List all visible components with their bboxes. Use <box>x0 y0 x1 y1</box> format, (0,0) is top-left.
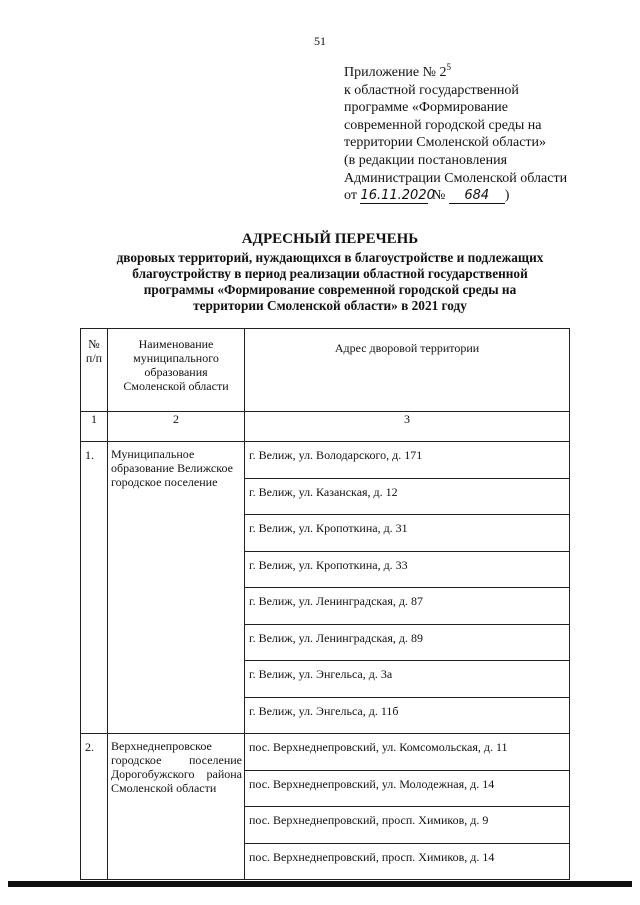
address-cell: г. Велиж, ул. Ленинградская, д. 89 <box>245 624 570 661</box>
appendix-line-7: Администрации Смоленской области <box>344 170 568 186</box>
appendix-line-2: к областной государственной <box>344 82 519 98</box>
table-row <box>81 442 570 479</box>
handwritten-number: 684 <box>449 189 505 204</box>
municipality-name: Муниципальное образование Велижское городское поселение <box>108 442 245 734</box>
header-number-line-2: п/п <box>85 351 103 365</box>
appendix-line-5: территории Смоленской области» <box>344 135 547 151</box>
index-cell-1: 1 <box>81 412 108 442</box>
document-title <box>70 230 590 314</box>
address-cell: г. Велиж, ул. Кропоткина, д. 33 <box>245 551 570 588</box>
header-municipality <box>108 329 245 412</box>
row-number: 2. <box>81 734 108 880</box>
number-label: № <box>431 188 446 204</box>
appendix-superscript: 5 <box>446 62 451 72</box>
address-cell: пос. Верхнеднепровский, просп. Химиков, д. 9 <box>245 807 570 844</box>
table-row <box>81 734 570 771</box>
address-cell: пос. Верхнеднепровский, просп. Химиков, д. 14 <box>245 843 570 880</box>
address-cell: г. Велиж, ул. Ленинградская, д. 87 <box>245 588 570 625</box>
title-line-1: дворовых территорий, нуждающихся в благоустройстве и подлежащих <box>116 250 544 265</box>
header-municipality-line-2: муниципального <box>133 351 219 365</box>
row-number: 1. <box>81 442 108 734</box>
table-header-row <box>81 329 570 412</box>
address-cell: г. Велиж, ул. Володарского, д. 171 <box>245 442 570 479</box>
date-prefix: от <box>344 188 357 204</box>
header-number-line-1: № <box>88 337 100 351</box>
header-municipality-line-1: Наименование <box>138 337 214 351</box>
appendix-block <box>344 64 634 205</box>
index-cell-3: 3 <box>245 412 570 442</box>
header-address: Адрес дворовой территории <box>245 329 570 412</box>
header-number <box>81 329 108 412</box>
appendix-title: Приложение № 2 <box>344 65 447 80</box>
appendix-line-3: программе «Формирование <box>344 100 508 116</box>
address-cell: г. Велиж, ул. Казанская, д. 12 <box>245 478 570 515</box>
header-municipality-line-3: образования <box>144 365 208 379</box>
header-municipality-line-4: Смоленской области <box>123 379 229 393</box>
table-index-row <box>81 412 570 442</box>
address-cell: пос. Верхнеднепровский, ул. Комсомольская, д. 11 <box>245 734 570 771</box>
appendix-line-1 <box>344 64 634 82</box>
address-cell: г. Велиж, ул. Энгельса, д. 3а <box>245 661 570 698</box>
address-cell: пос. Верхнеднепровский, ул. Молодежная, д. 14 <box>245 770 570 807</box>
appendix-line-4: современной городской среды на <box>344 117 542 133</box>
index-cell-2: 2 <box>108 412 245 442</box>
address-table <box>80 328 570 880</box>
address-cell: г. Велиж, ул. Энгельса, д. 11б <box>245 697 570 734</box>
title-main: АДРЕСНЫЙ ПЕРЕЧЕНЬ <box>241 231 419 247</box>
page-number: 51 <box>314 34 326 48</box>
title-line-3: программы «Формирование современной городской среды на <box>143 282 517 297</box>
appendix-signature-line <box>344 187 634 205</box>
title-line-4: территории Смоленской области» в 2021 году <box>193 298 467 313</box>
handwritten-date: 16.11.2020 <box>360 188 435 204</box>
scan-edge-bar <box>8 881 632 887</box>
number-suffix: ) <box>504 188 510 204</box>
appendix-line-6: (в редакции постановления <box>344 152 508 168</box>
address-cell: г. Велиж, ул. Кропоткина, д. 31 <box>245 515 570 552</box>
municipality-name: Верхнеднепровское городское поселение Дорогобужского района Смоленской области <box>108 734 245 880</box>
title-line-2: благоустройству в период реализации областной государственной <box>132 266 528 281</box>
